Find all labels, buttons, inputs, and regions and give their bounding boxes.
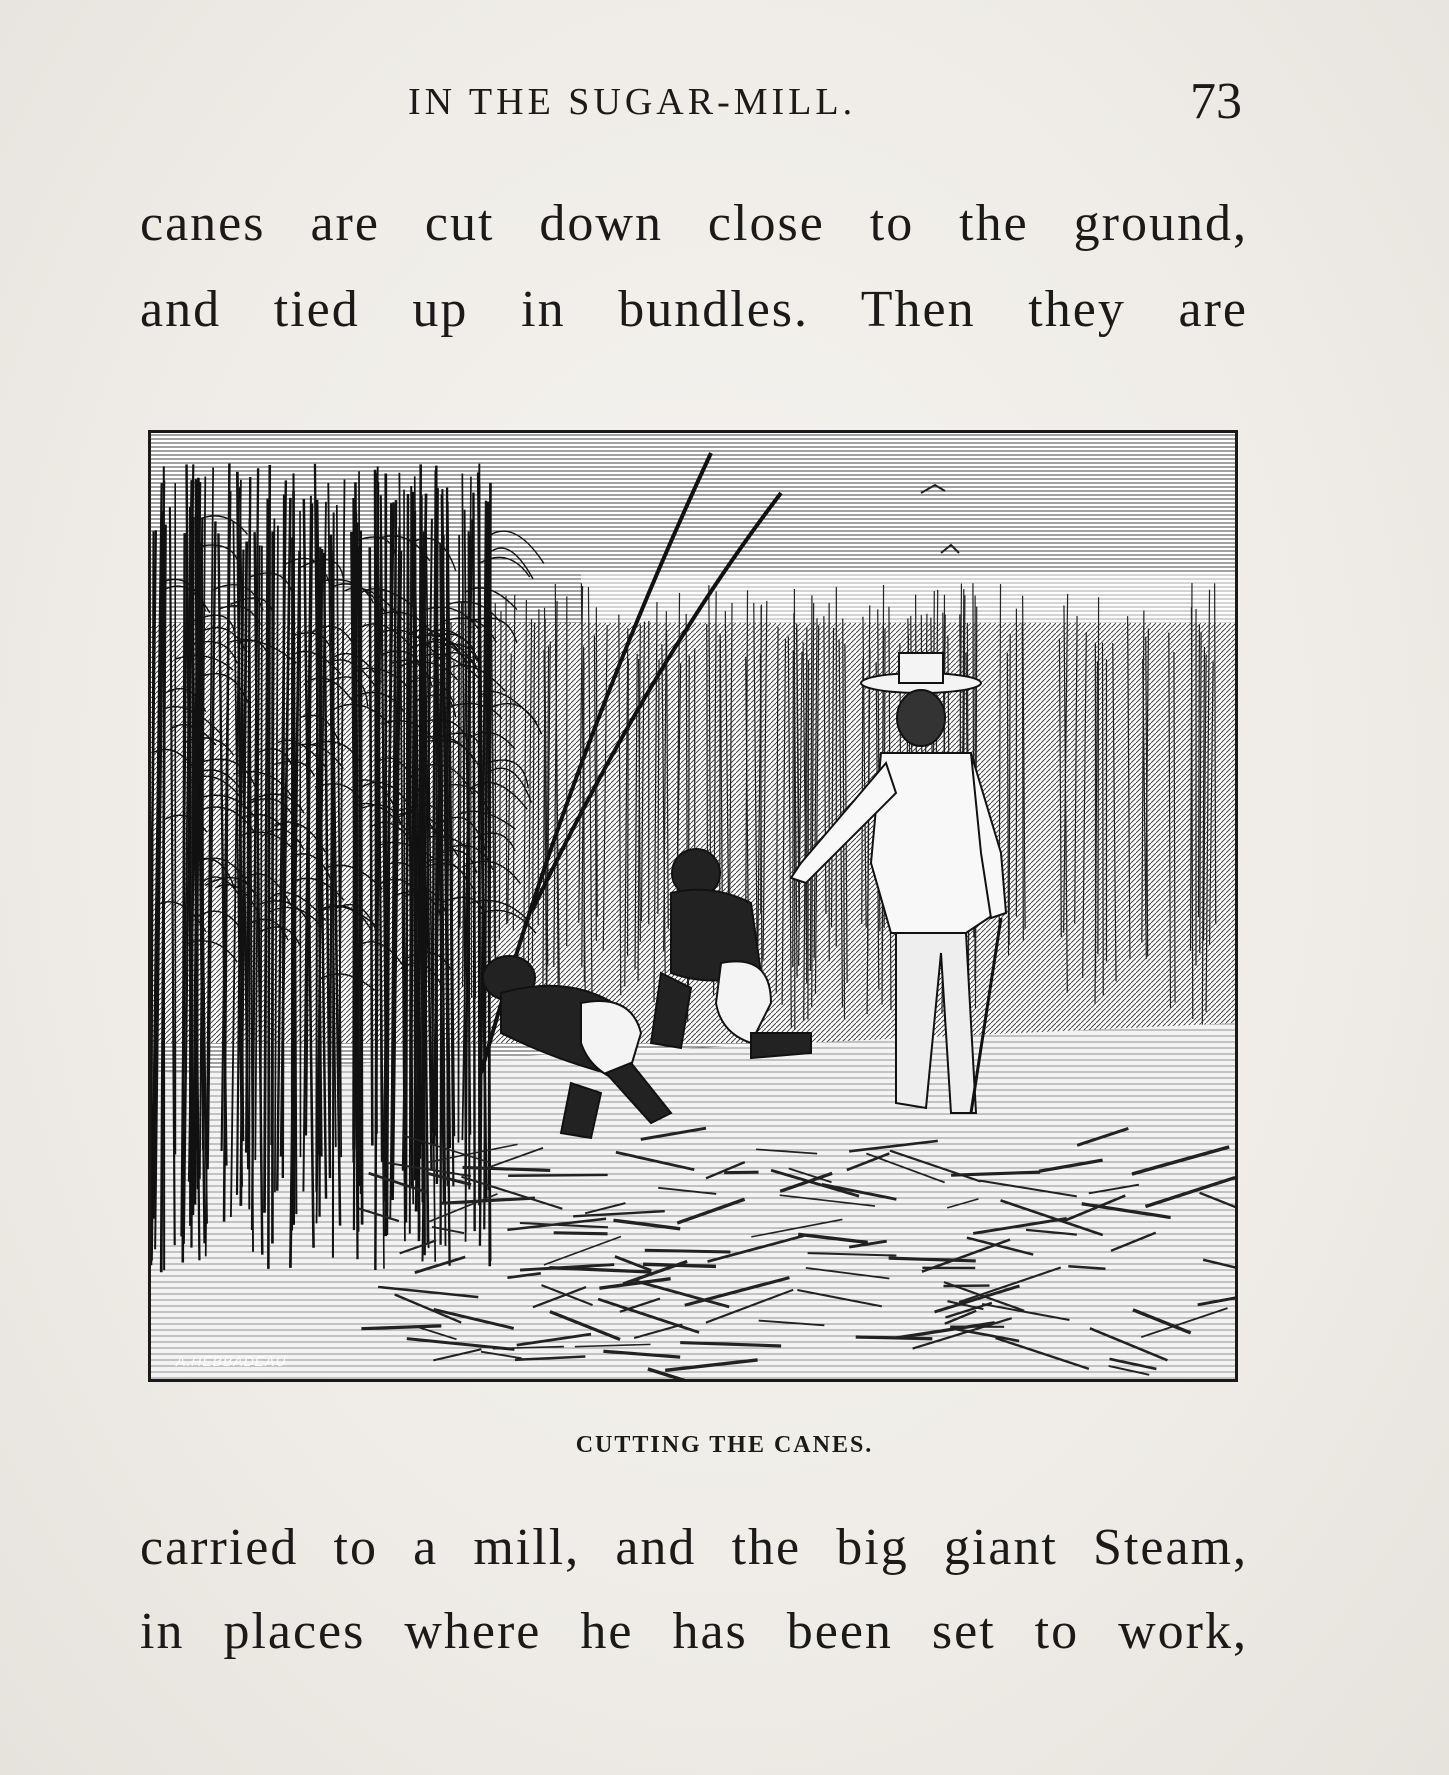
body-text-line: in places where he has been set to work, [140,1603,1248,1660]
running-head: IN THE SUGAR-MILL. [408,81,857,123]
illustration-caption: CUTTING THE CANES. [575,1432,874,1458]
far-field [151,623,1235,1043]
body-text-line: and tied up in bundles. Then they are [140,281,1248,338]
body-text-line: carried to a mill, and the big giant Steam, [140,1519,1248,1576]
engraving-illustration [148,430,1238,1382]
page-number: 73 [1190,73,1242,130]
body-text-line: canes are cut down close to the ground, [140,195,1248,252]
artist-signature: A.HEBBADEAU [176,1353,287,1369]
